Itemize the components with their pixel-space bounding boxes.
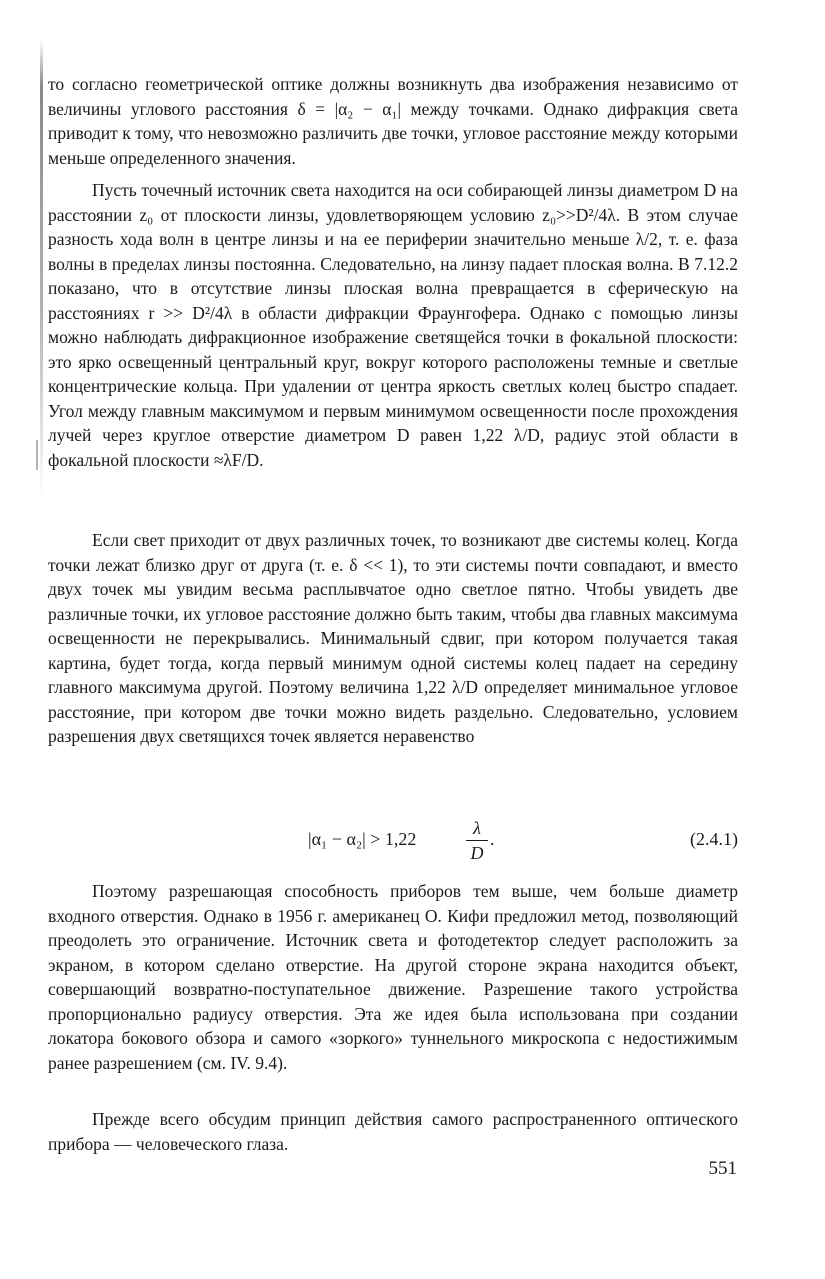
scan-edge-mark	[36, 440, 38, 470]
equation-2-4-1	[300, 817, 740, 869]
paragraph-eye	[48, 1107, 738, 1156]
scan-edge-shadow	[40, 40, 43, 500]
paragraph-two-points	[48, 528, 738, 749]
fraction-denominator: D	[470, 843, 484, 863]
equation-end: .	[490, 829, 495, 849]
equation-fraction	[466, 817, 488, 864]
equation-lhs: |α₁ − α₂| > 1,22	[308, 829, 417, 849]
paragraph-text: Если свет приходит от двух различных точек, то возникают две системы колец. Когда точки лежат близко друг от друга (т. е. δ << 1), то эти системы почти совпадают, и вместо двух точек мы увидим весьма расплывчатое одно светлое пятно. Чтобы увидеть две различные точки, их угловое расстояние должно быть таким, чтобы два главных максимума освещенности не перекрывались. Минимальный сдвиг, при котором получается такая картина, будет тогда, когда первый минимум одной системы колец падает на середину главного максимума другой. Поэтому величина 1,22 λ/D определяет минимальное угловое расстояние, при котором две точки можно видеть раздельно. Следовательно, условием разрешения двух светящихся точек является неравенство	[48, 530, 738, 746]
paragraph-text: Поэтому разрешающая способность приборов тем выше, чем больше диаметр входного отверстия. Однако в 1956 г. американец О. Кифи предложил метод, позволяющий преодолеть это ограничение. Источник света и фотодетектор следует расположить за экраном, в котором сделано отверстие. На другой стороне экрана находится объект, совершающий возвратно-поступательное движение. Разрешение такого устройства пропорционально радиусу отверстия. Эта же идея была использована при создании локатора бокового обзора и самого «зоркого» туннельного микроскопа с недостижимым ранее разрешением (см. IV. 9.4).	[48, 881, 738, 1073]
paragraph-resolution	[48, 879, 738, 1075]
paragraph-text: Пусть точечный источник света находится на оси собирающей линзы диаметром D на расстоянии z₀ от плоскости линзы, удовлетворяющем условию z₀>>D²/4λ. В этом случае разность хода волн в центре линзы и на ее периферии значительно меньше λ/2, т. е. фаза волны в пределах линзы постоянна. Следовательно, на линзу падает плоская волна. В 7.12.2 показано, что в отсутствие линзы плоская волна превращается в сферическую на расстояниях r >> D²/4λ в области дифракции Фраунгофера. Однако с помощью линзы можно наблюдать дифракционное изображение светящейся точки в фокальной плоскости: это ярко освещенный центральный круг, вокруг которого расположены темные и светлые концентрические кольца. При удалении от центра яркость светлых колец быстро спадает. Угол между главным максимумом и первым минимумом освещенности после прохождения лучей через круглое отверстие диаметром D равен 1,22 λ/D, радиус этой области в фокальной плоскости ≈λF/D.	[48, 180, 738, 470]
paragraph-text: то согласно геометрической оптике должны возникнуть два изображения независимо от величины углового расстояния δ = |α₂ − α₁| между точками. Однако дифракция света приводит к тому, что невозможно различить две точки, угловое расстояние между которыми меньше определенного значения.	[48, 74, 738, 168]
page-number: 551	[708, 1158, 737, 1179]
fraction-bar	[466, 840, 488, 841]
fraction-numerator: λ	[473, 818, 481, 838]
paragraph-text: Прежде всего обсудим принцип действия самого распространенного оптического прибора — человеческого глаза.	[48, 1109, 738, 1154]
equation-number: (2.4.1)	[690, 829, 738, 849]
paragraph-point-source	[48, 178, 738, 472]
paragraph-continuation	[48, 72, 738, 170]
